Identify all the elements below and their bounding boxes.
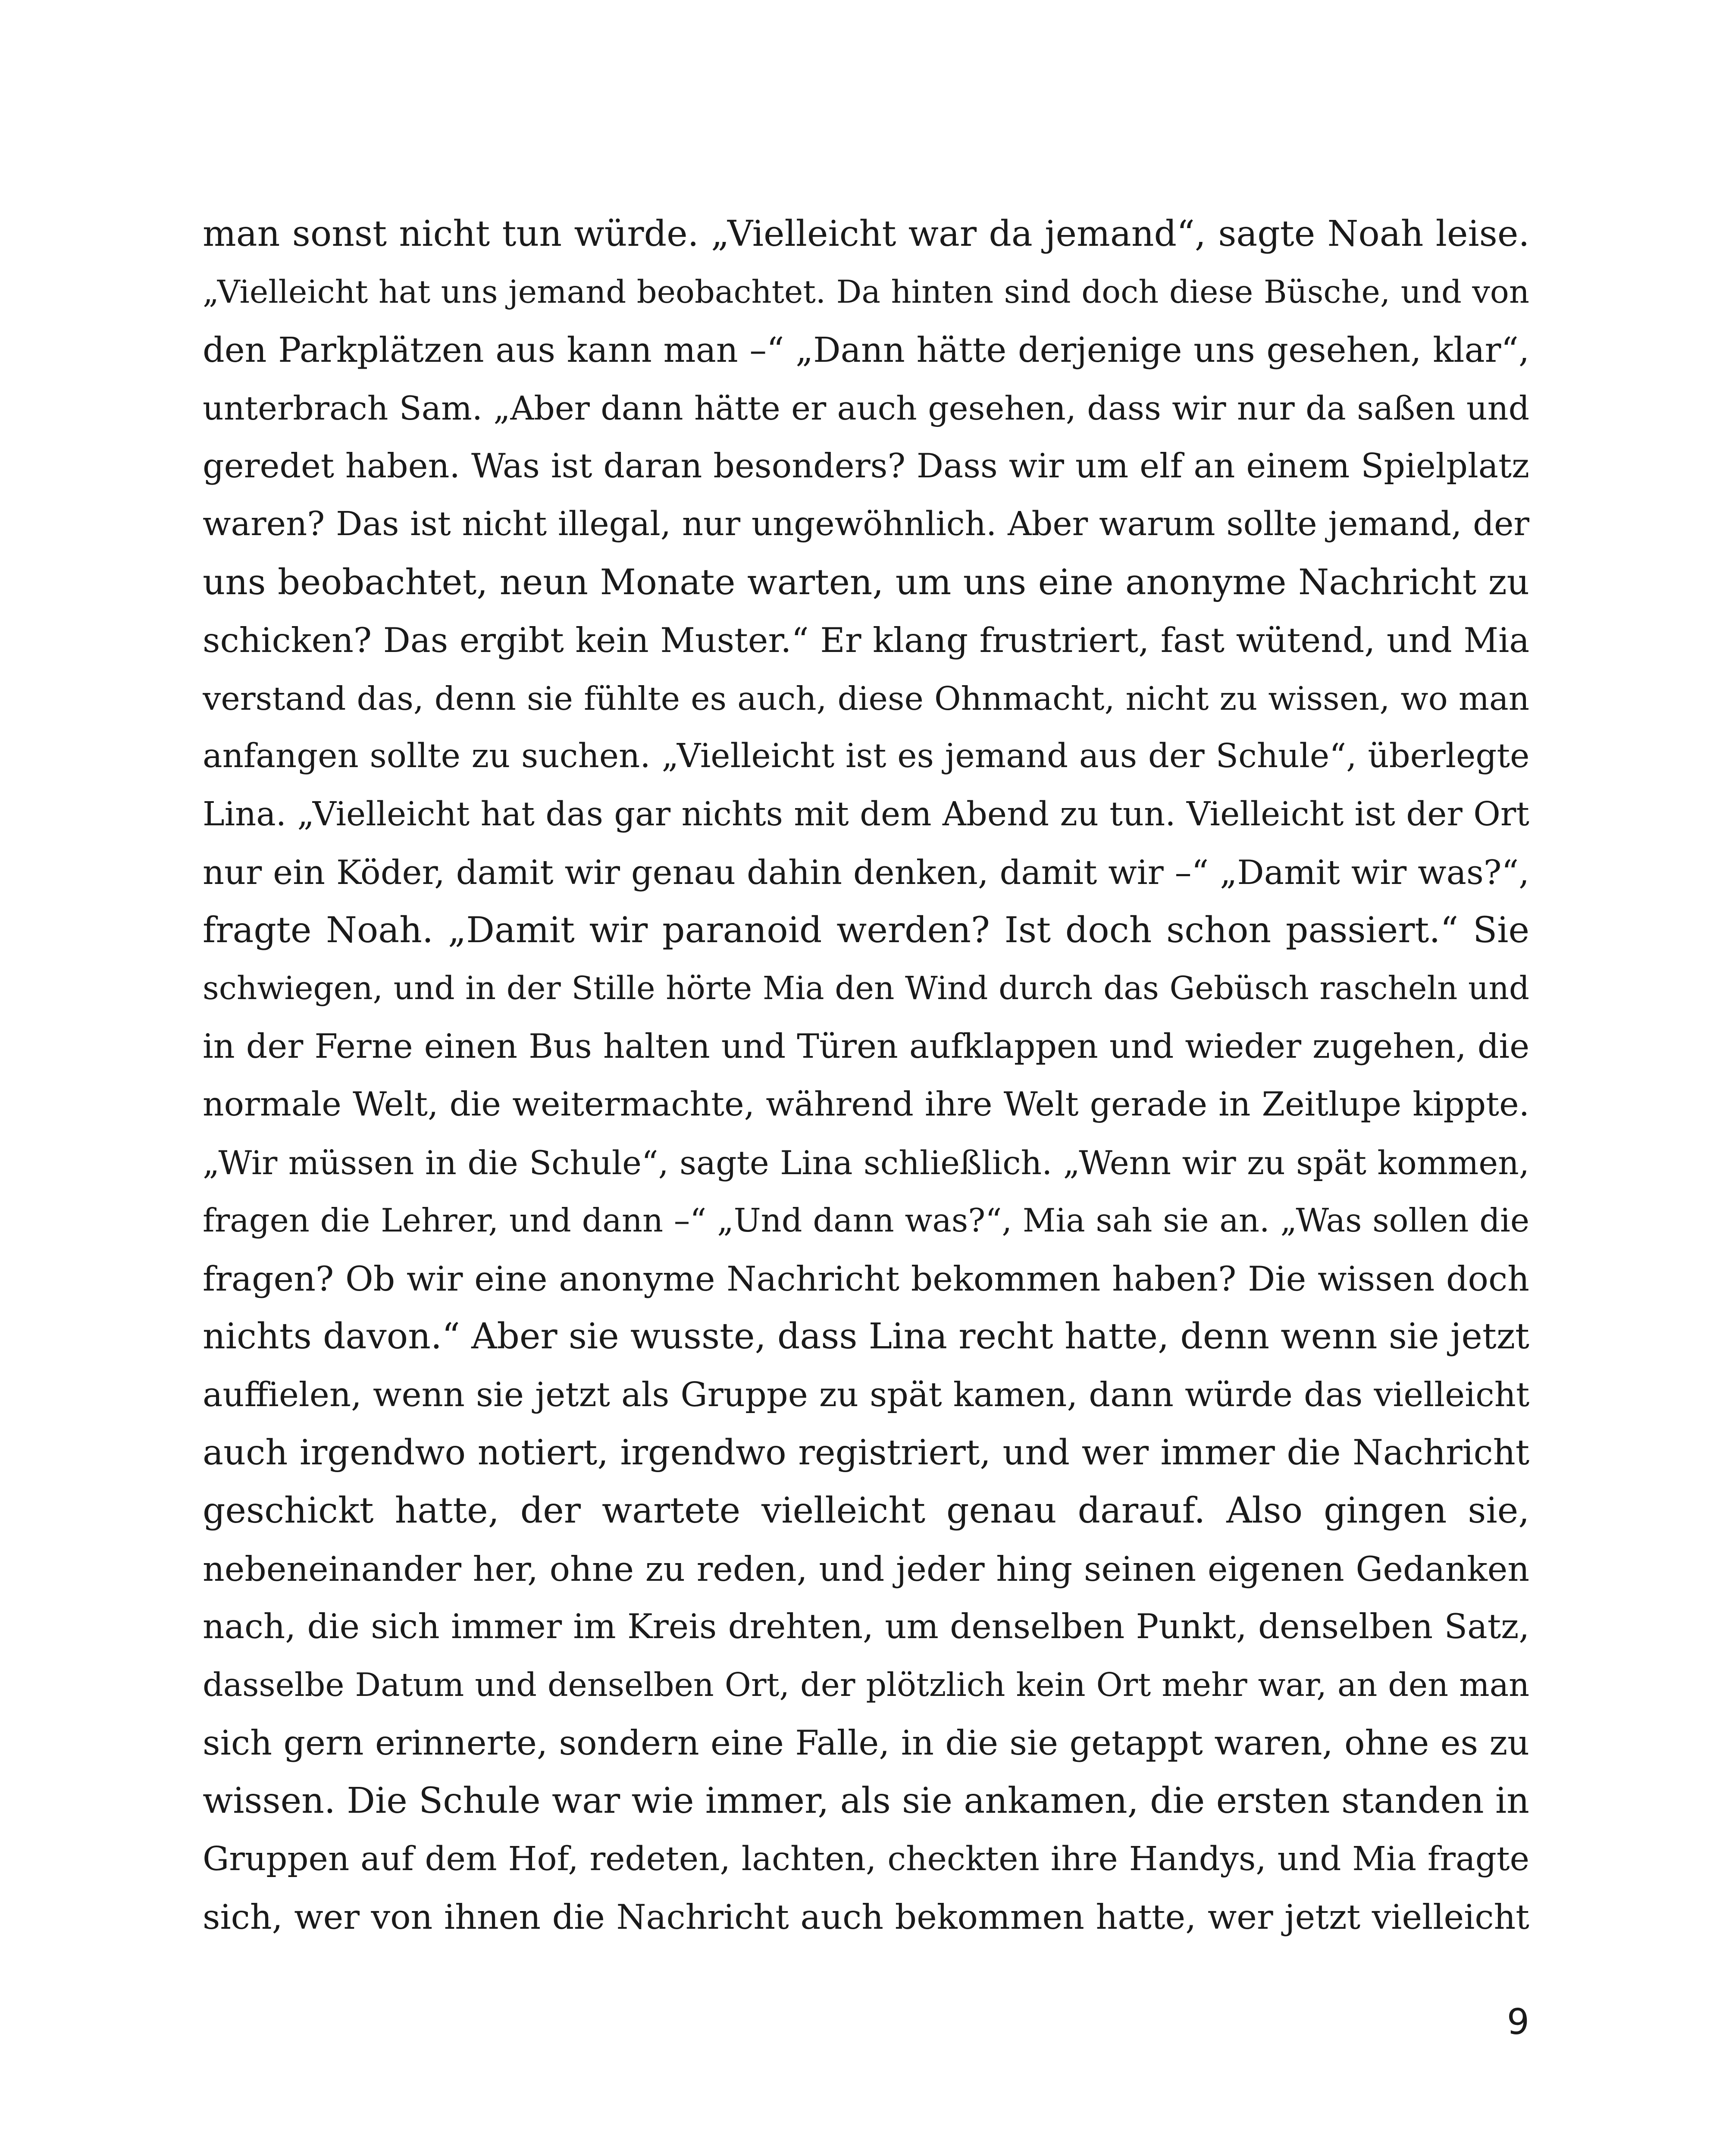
text-line: unterbrach Sam. „Aber dann hätte er auch gesehen, dass wir nur da saßen und	[203, 389, 1529, 427]
text-line: waren? Das ist nicht illegal, nur ungewöhnlich. Aber warum sollte jemand, der	[203, 505, 1529, 543]
text-line: Lina. „Vielleicht hat das gar nichts mit dem Abend zu tun. Vielleicht ist der Ort	[203, 795, 1529, 834]
text-line: wissen. Die Schule war wie immer, als sie ankamen, die ersten standen in	[203, 1780, 1529, 1822]
body-text	[203, 205, 1529, 1946]
text-line: sich, wer von ihnen die Nachricht auch bekommen hatte, wer jetzt vielleicht	[203, 1897, 1529, 1937]
text-line: uns beobachtet, neun Monate warten, um uns eine anonyme Nachricht zu	[203, 561, 1529, 603]
page-number: 9	[1506, 2002, 1529, 2043]
text-line: „Vielleicht hat uns jemand beobachtet. Da hinten sind doch diese Büsche, und von	[203, 273, 1529, 310]
text-line: Gruppen auf dem Hof, redeten, lachten, checkten ihre Handys, und Mia fragte	[203, 1839, 1529, 1878]
text-line: nach, die sich immer im Kreis drehten, um denselben Punkt, denselben Satz,	[203, 1607, 1529, 1647]
text-line: fragte Noah. „Damit wir paranoid werden? Ist doch schon passiert.“ Sie	[203, 910, 1529, 951]
text-line: schicken? Das ergibt kein Muster.“ Er klang frustriert, fast wütend, und Mia	[203, 620, 1529, 661]
text-line: „Wir müssen in die Schule“, sagte Lina schließlich. „Wenn wir zu spät kommen,	[203, 1144, 1529, 1182]
text-line: verstand das, denn sie fühlte es auch, diese Ohnmacht, nicht zu wissen, wo man	[203, 679, 1529, 718]
text-line: anfangen sollte zu suchen. „Vielleicht ist es jemand aus der Schule“, überlegte	[203, 737, 1529, 776]
text-line: nur ein Köder, damit wir genau dahin denken, damit wir –“ „Damit wir was?“,	[203, 853, 1529, 892]
text-line: geredet haben. Was ist daran besonders? Dass wir um elf an einem Spielplatz	[203, 447, 1529, 486]
text-line: nebeneinander her, ohne zu reden, und jeder hing seinen eigenen Gedanken	[203, 1549, 1529, 1589]
text-line: in der Ferne einen Bus halten und Türen aufklappen und wieder zugehen, die	[203, 1027, 1529, 1066]
text-line: schwiegen, und in der Stille hörte Mia den Wind durch das Gebüsch rascheln und	[203, 970, 1529, 1007]
text-line: auch irgendwo notiert, irgendwo registriert, und wer immer die Nachricht	[203, 1432, 1529, 1473]
text-line: geschickt hatte, der wartete vielleicht genau darauf. Also gingen sie,	[203, 1490, 1529, 1532]
text-line: auffielen, wenn sie jetzt als Gruppe zu spät kamen, dann würde das vielleicht	[203, 1375, 1529, 1414]
text-line: sich gern erinnerte, sondern eine Falle, in die sie getappt waren, ohne es zu	[203, 1723, 1529, 1763]
text-line: man sonst nicht tun würde. „Vielleicht war da jemand“, sagte Noah leise.	[203, 213, 1529, 254]
text-line: dasselbe Datum und denselben Ort, der plötzlich kein Ort mehr war, an den man	[203, 1666, 1529, 1704]
text-line: fragen? Ob wir eine anonyme Nachricht bekommen haben? Die wissen doch	[203, 1259, 1529, 1299]
text-line: fragen die Lehrer, und dann –“ „Und dann was?“, Mia sah sie an. „Was sollen die	[203, 1202, 1529, 1240]
text-line: normale Welt, die weitermachte, während ihre Welt gerade in Zeitlupe kippte.	[203, 1085, 1529, 1124]
text-line: nichts davon.“ Aber sie wusste, dass Lina recht hatte, denn wenn sie jetzt	[203, 1316, 1529, 1357]
text-line: den Parkplätzen aus kann man –“ „Dann hätte derjenige uns gesehen, klar“,	[203, 330, 1529, 370]
